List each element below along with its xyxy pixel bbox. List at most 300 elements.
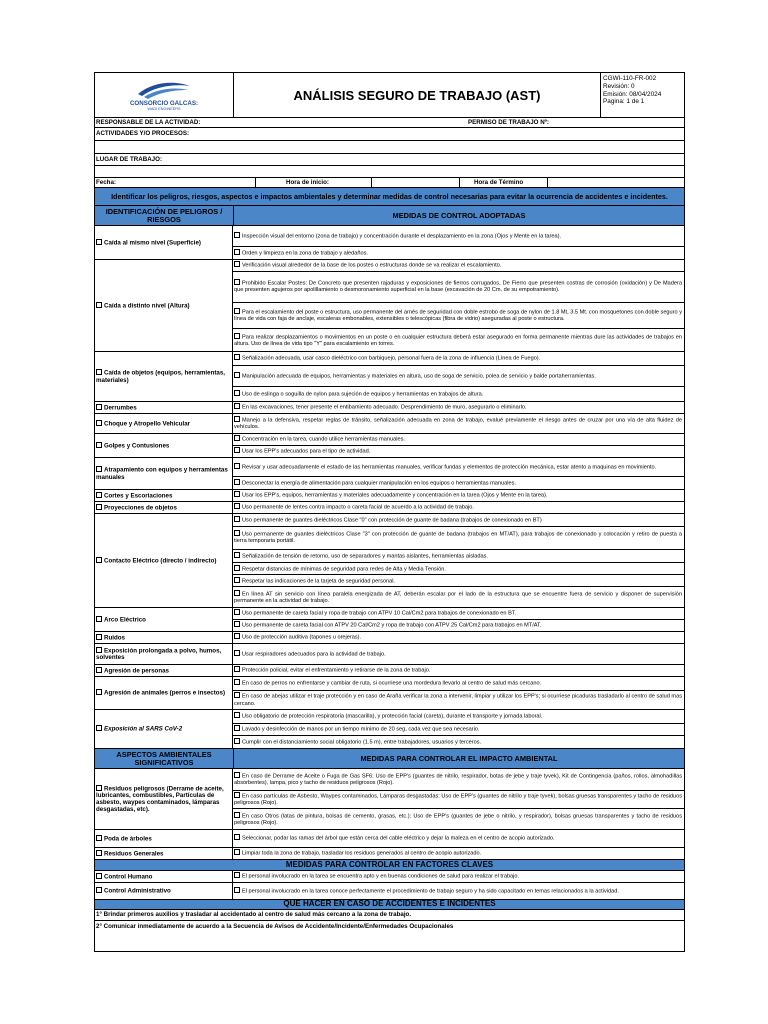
hazard-row (95, 260, 684, 352)
hazard-label-cell (95, 402, 233, 413)
instructions-banner: Identificar los peligros, riesgos, aspectos e impactos ambientales y determinar medidas de control necesarias para evitar la ocurrencia de accidentes e incidentes. (95, 188, 684, 206)
control-measure-wrap (234, 812, 682, 827)
control-measure (233, 632, 684, 643)
control-measure (233, 871, 684, 882)
emergency-step-text: 1° Brindar primeros auxilios y trasladar al accidentado al centro de salud más cercano a la zona de trabajo. (96, 911, 412, 919)
hazard-label-cell (95, 848, 233, 859)
control-measure-text: En línea AT sin servicio con línea paralela energizada de AT, deberán escalar por el lado de la estructura que se encuentre fuera de servicio y disponer de supervisión permanente en la actividad de trabajo. (234, 591, 682, 604)
hazard-label-cell (95, 883, 233, 899)
hazard-label: Arco Eléctrico (104, 616, 146, 624)
checkbox[interactable] (234, 354, 240, 360)
control-measure-text: Verificación visual alrededor de la base de los postes o estructuras donde se va realizar el escalamiento. (242, 262, 502, 269)
checkbox[interactable] (96, 667, 102, 673)
measures-cell (233, 458, 684, 489)
hazard-label: Control Administrativo (104, 887, 171, 895)
measures-cell (233, 608, 684, 631)
control-measure-text: Señalización adecuada, usar casco dieléctrico con barbiquejo, personal fuera de la zona de influencia (Línea de Fuego). (242, 355, 541, 362)
control-measure-text: Desconectar la energía de alimentación para cualquier manipulación en los equipos o herramientas manuales. (242, 480, 516, 487)
control-measure (233, 414, 684, 433)
hazard-label-cell (95, 608, 233, 631)
control-measure-wrap (234, 650, 386, 658)
impact-measures-column-header: MEDIDAS PARA CONTROLAR EL IMPACTO AMBIENTAL (233, 749, 684, 768)
measures-cell (233, 871, 684, 882)
control-measure-wrap (234, 390, 483, 398)
checkbox[interactable] (234, 403, 240, 409)
control-measure-wrap (234, 372, 596, 380)
control-measure (233, 226, 684, 247)
control-measure (233, 587, 684, 607)
checkbox[interactable] (234, 812, 240, 818)
checkbox[interactable] (234, 834, 240, 840)
control-measure (233, 677, 684, 691)
checkbox[interactable] (96, 404, 102, 410)
control-measure-text: En caso de perros no enfrentarse y cambiar de ruta, si ocurriese una mordedura llevarlo al centro de salud más cercano. (242, 680, 542, 687)
control-measure-text: Respetar las indicaciones de la tarjeta de seguridad personal. (242, 578, 395, 585)
hazard-row (95, 502, 684, 514)
control-measure (233, 644, 684, 664)
hora-inicio-value (371, 178, 459, 187)
checkbox[interactable] (234, 725, 240, 731)
control-measure-text: Uso permanente de guantes dieléctricos Clase "0" con protección de guante de badana (trabajos de conexionado en BT) (242, 517, 542, 524)
hazard-label: Ruidos (104, 634, 125, 642)
control-measure-text: Para realizar desplazamientos o movimientos en un poste o en cualquier estructura deberá estar asegurado en forma permanente mientras dure las actividades de trabajos en altura. Uso de línea de vida tipo "Y" para escalamiento en torres. (234, 334, 682, 347)
measures-cell (233, 226, 684, 259)
control-measure (233, 691, 684, 709)
control-measure-wrap (234, 416, 682, 431)
checkbox[interactable] (234, 621, 240, 627)
hazard-label: Proyecciones de objetos (104, 504, 177, 512)
control-measure (233, 848, 684, 859)
control-measure-wrap (234, 279, 682, 294)
hazard-label: Atrapamiento con equipos y herramientas manuales (96, 466, 228, 481)
form-header (95, 73, 684, 118)
checkbox[interactable] (96, 873, 102, 879)
document-control (600, 73, 684, 117)
hazard-label-cell (95, 458, 233, 489)
control-measure-text: Respetar distancias de mínimas de seguridad para redes de Alta y Media Tensión. (242, 566, 446, 573)
hazards-header (95, 206, 684, 226)
checkbox[interactable] (96, 785, 102, 791)
control-measure-text: Cumplir con el distanciamiento social obligatorio (1.5 m), entre trabajadores, usuarios y terceros. (242, 739, 482, 746)
control-measure-wrap (234, 516, 542, 524)
hazard-label: Golpes y Contusiones (104, 442, 170, 450)
control-measure-text: Limpiar toda la zona de trabajo, trasladar los residuos generados al centro de acopio autorizado. (242, 850, 482, 857)
hazard-label-cell (95, 710, 233, 748)
fecha-label: Fecha: (96, 178, 116, 186)
checkbox[interactable] (234, 416, 240, 422)
control-measure (233, 791, 684, 810)
hazard-label-wrap (96, 689, 225, 697)
form-title: ANÁLISIS SEGURO DE TRABAJO (AST) (233, 73, 600, 117)
checkbox[interactable] (96, 504, 102, 510)
hazard-label-wrap (96, 239, 201, 247)
checkbox[interactable] (234, 516, 240, 522)
checkbox[interactable] (234, 738, 240, 744)
measures-cell (233, 677, 684, 709)
hazard-label: Choque y Atropello Vehicular (104, 420, 191, 428)
control-measure-text: Uso permanente de guantes dieléctricos Clase "3" con protección de guante de badana (trabajos en MT/AT), para trabajos de conexionado y colocación y retiro de puesta a tierra temporaria portátil. (234, 531, 682, 545)
checkbox[interactable] (234, 308, 240, 314)
actividades-label: ACTIVIDADES Y/O PROCESOS: (96, 130, 190, 137)
hazard-label-wrap (96, 442, 169, 450)
hazard-label: Residuos Generales (104, 850, 164, 858)
control-measure-wrap (234, 621, 541, 629)
hazard-label-wrap (96, 785, 232, 814)
control-measure-wrap (234, 679, 541, 687)
control-measure-wrap (234, 609, 516, 617)
control-measure-text: Señalización de tensión de retorno, uso de separadores y mantas aislantes, herramientas aisladas. (242, 553, 488, 560)
hazard-label-wrap (96, 369, 232, 384)
hazard-label: Derrumbes (104, 404, 137, 412)
hazard-row (95, 226, 684, 260)
control-measure (233, 303, 684, 330)
checkbox[interactable] (234, 372, 240, 378)
control-measure-wrap (234, 491, 547, 499)
hazard-label-wrap (96, 504, 177, 512)
control-measure-text: Uso de protección auditiva (tapones u orejeras). (242, 634, 362, 641)
checkbox[interactable] (234, 772, 240, 778)
control-measure-text: Uso de eslinga o soguilla de nylon para sujeción de equipos y herramientas en trabajos de altura. (242, 391, 484, 398)
hazard-row (95, 608, 684, 632)
checkbox[interactable] (234, 249, 240, 255)
checkbox[interactable] (96, 302, 102, 308)
key-factors-header: MEDIDAS PARA CONTROLAR EN FACTORES CLAVES (95, 860, 684, 871)
logo-swoosh-icon (134, 80, 194, 100)
control-measure (233, 272, 684, 303)
control-measure (233, 724, 684, 737)
row-lugar-blank (95, 166, 684, 178)
hazard-label-cell (95, 502, 233, 513)
hazard-label-wrap (96, 835, 152, 843)
control-measure (233, 329, 684, 351)
hazard-label: Caída al mismo nivel (Superficie) (104, 239, 201, 247)
control-measure-wrap (234, 530, 682, 545)
checkbox[interactable] (96, 725, 102, 731)
hazard-row (95, 414, 684, 434)
control-measure-text: Seleccionar, podar las ramas del árbol que están cerca del cable eléctrico y dejar la maleza en el centro de acopio autorizado. (242, 835, 555, 842)
controls-column-header: MEDIDAS DE CONTROL ADOPTADAS (233, 206, 684, 225)
checkbox[interactable] (96, 647, 102, 653)
checkbox[interactable] (96, 689, 102, 695)
control-measure-text: El personal involucrado en la tarea conoce perfectamente el procedimiento de trabajo seguro y ha sido capacitado en temas relacionados a la actividad. (242, 888, 619, 895)
hazard-label: Agresión de personas (104, 667, 169, 675)
lugar-label: LUGAR DE TRABAJO: (96, 155, 162, 163)
emergency-step-text: 2° Comunicar inmediatamente de acuerdo a la Secuencia de Avisos de Accidente/Incidente/Enfermedades Ocupacionales (96, 922, 454, 930)
checkbox[interactable] (234, 435, 240, 441)
measures-cell (233, 830, 684, 847)
aspects-table (95, 769, 684, 860)
checkbox[interactable] (96, 442, 102, 448)
control-measure-text: En caso de abejas utilizar el traje protección y en caso de Araña verificar la zona a intervenir, limpiar y utilizar los EPP's; si ocurriese picaduras trasladarlo al centro de salud mas cercano. (234, 693, 682, 707)
control-measure (233, 477, 684, 489)
control-measure-text: Para el escalamiento del poste o estructura, uso permanente del arnés de seguridad con doble estrobo de soga de nylon de 1.8 Mt, 3.5 Mt. con mosquetones con doble seguro y línea de vida con faja de anclaje, escaleras embonables, extensibles o telescópicas (fibra de vidrio) aseguradas al poste o estructura. (234, 309, 682, 323)
checkbox[interactable] (96, 835, 102, 841)
responsable-label: RESPONSABLE DE LA ACTIVIDAD: (96, 118, 201, 126)
control-measure (233, 620, 684, 631)
checkbox[interactable] (234, 650, 240, 656)
row-fecha (95, 178, 684, 188)
control-measure-wrap (234, 447, 370, 455)
checkbox[interactable] (234, 552, 240, 558)
hazard-label: Caída a distinto nivel (Altura) (104, 302, 190, 310)
control-measure-text: Uso permanente de careta facial y ropa de trabajo con ATPV 10 Cal/Cm2 para trabajos de conexionado en BT. (242, 610, 517, 617)
aspect-row (95, 769, 684, 830)
control-measure-text: Lavado y desinfección de manos por un tiempo mínimo de 20 seg, cada vez que sea necesario. (242, 726, 480, 733)
emergency-step-1 (95, 910, 684, 921)
control-measure-wrap (234, 834, 555, 842)
control-measure-wrap (234, 792, 682, 807)
checkbox[interactable] (96, 634, 102, 640)
checkbox[interactable] (96, 420, 102, 426)
control-measure-text: En las excavaciones, tener presente el entibamiento adecuado. Desprendimiento de muro, asegurarlo o eliminarlo. (242, 404, 527, 411)
hazard-label: Residuos peligrosos (Derrame de aceite, lubricantes, combustibles, Partículas de asbesto, waypes contaminados, lámparas desgastadas, etc). (96, 785, 224, 814)
checkbox[interactable] (234, 679, 240, 685)
control-measure-wrap (234, 887, 619, 895)
document-revision: Revisión: 0 (603, 82, 635, 90)
hazard-label: Control Humano (104, 873, 153, 881)
checkbox[interactable] (234, 232, 240, 238)
control-measure-wrap (234, 333, 682, 348)
checkbox[interactable] (234, 447, 240, 453)
checkbox[interactable] (234, 692, 240, 698)
hazard-label-cell (95, 677, 233, 709)
control-measure-text: El personal involucrado en la tarea se encuentra apto y en buenas condiciones de salud para realizar el trabajo. (242, 873, 520, 880)
control-measure (233, 809, 684, 829)
hazard-label: Exposición al SARS CoV-2 (104, 725, 183, 733)
document-emission: Emisión: 08/04/2024 (603, 90, 662, 98)
checkbox[interactable] (234, 565, 240, 571)
checkbox[interactable] (234, 390, 240, 396)
hazard-label-cell (95, 260, 233, 351)
control-measure-text: Orden y limpieza en la zona de trabajo y aledaños. (242, 250, 368, 257)
checkbox[interactable] (234, 577, 240, 583)
measures-cell (233, 769, 684, 829)
control-measure-text: Concentración en la tarea, cuando utilice herramientas manuales. (242, 436, 405, 443)
checkbox[interactable] (234, 609, 240, 615)
measures-cell (233, 710, 684, 748)
control-measure-wrap (234, 590, 682, 605)
control-measure-wrap (234, 666, 430, 674)
control-measure-wrap (234, 772, 682, 787)
hazard-label-cell (95, 352, 233, 401)
control-measure (233, 402, 684, 413)
hazard-label-wrap (96, 404, 137, 412)
checkbox[interactable] (96, 616, 102, 622)
checkbox[interactable] (234, 872, 240, 878)
control-measure-wrap (234, 872, 519, 880)
checkbox[interactable] (234, 491, 240, 497)
hazard-row (95, 710, 684, 749)
row-responsable (95, 118, 684, 128)
hazards-table (95, 226, 684, 749)
hazard-row (95, 644, 684, 665)
control-measure-wrap (234, 403, 527, 411)
hora-termino-label: Hora de Término (459, 178, 547, 187)
checkbox[interactable] (96, 492, 102, 498)
checkbox[interactable] (234, 792, 240, 798)
checkbox[interactable] (234, 279, 240, 285)
key-factor-row (95, 871, 684, 883)
hazard-label: Agresión de animales (perros e insectos) (104, 689, 226, 697)
hazard-row (95, 632, 684, 644)
control-measure (233, 550, 684, 564)
checkbox[interactable] (96, 369, 102, 375)
control-measure-wrap (234, 692, 682, 707)
hazard-row (95, 352, 684, 402)
control-measure-wrap (234, 738, 481, 746)
control-measure-wrap (234, 552, 488, 560)
aspects-column-header: ASPECTOS AMBIENTALES SIGNIFICATIVOS (95, 749, 233, 768)
hazard-label-cell (95, 632, 233, 643)
checkbox[interactable] (234, 463, 240, 469)
control-measure-wrap (234, 479, 516, 487)
hazards-column-header: IDENTIFICACIÓN DE PELIGROS / RIESGOS (95, 206, 233, 225)
checkbox[interactable] (234, 479, 240, 485)
control-measure-wrap (234, 308, 682, 323)
hazard-label: Exposición prolongada a polvo, humos, solventes (96, 647, 222, 662)
control-measure-text: Manipulación adecuada de equipos, herramientas y materiales en altura, uso de soga de servicio, polea de servicio y balde portaherramientas. (242, 373, 596, 380)
control-measure-wrap (234, 849, 481, 857)
checkbox[interactable] (234, 633, 240, 639)
control-measure (233, 458, 684, 477)
control-measure (233, 736, 684, 748)
control-measure (233, 769, 684, 791)
measures-cell (233, 848, 684, 859)
control-measure (233, 502, 684, 513)
measures-cell (233, 632, 684, 643)
control-measure (233, 434, 684, 446)
control-measure-wrap (234, 633, 361, 641)
row-actividades-blank (95, 141, 684, 154)
hazard-label-wrap (96, 725, 182, 733)
measures-cell (233, 260, 684, 351)
control-measure-text: Usar los EPP's, equipos, herramientas y materiales adecuadamente y concentración en la tarea (Ojos y Mente en la tarea). (242, 492, 548, 499)
control-measure-text: Prohibido Escalar Postes: De Concreto que presenten rajaduras y exposiciones de fierros corrugados, De Fierro que presenten costras de corrosión (oxidación) y De Madera que presenten agujeros por apolillamiento o desmoronamiento superficial en la base (excavación de 20 Cm. de su empotramiento). (234, 280, 682, 294)
control-measure-wrap (234, 565, 446, 573)
checkbox[interactable] (234, 530, 240, 536)
checkbox[interactable] (234, 333, 240, 339)
hazard-label-wrap (96, 492, 172, 500)
checkbox[interactable] (96, 850, 102, 856)
checkbox[interactable] (96, 887, 102, 893)
hazard-row (95, 458, 684, 490)
hazard-row (95, 514, 684, 608)
control-measure-text: Uso permanente de lentes contra impacto o careta facial de acuerdo a la actividad de trabajo. (242, 504, 474, 511)
hazard-label: Caída de objetos (equipos, herramientas, materiales) (96, 369, 226, 384)
control-measure (233, 352, 684, 366)
checkbox[interactable] (234, 887, 240, 893)
checkbox[interactable] (96, 557, 102, 563)
control-measure-wrap (234, 261, 501, 269)
control-measure (233, 710, 684, 724)
control-measure-wrap (234, 354, 540, 362)
control-measure (233, 575, 684, 587)
control-measure-text: Inspección visual del entorno (zona de trabajo) y concentración durante el desplazamiento en la zona (Ojos y Mente en la tarea). (242, 233, 562, 240)
document-page: Pagina: 1 de 1 (603, 98, 645, 106)
measures-cell (233, 352, 684, 401)
row-actividades (95, 128, 684, 141)
hazard-label-wrap (96, 634, 125, 642)
hazard-row (95, 677, 684, 710)
control-measure (233, 883, 684, 899)
control-measure-wrap (234, 435, 405, 443)
checkbox[interactable] (234, 590, 240, 596)
checkbox[interactable] (96, 466, 102, 472)
hazard-label-cell (95, 769, 233, 829)
control-measure (233, 527, 684, 550)
aspect-row (95, 848, 684, 860)
hazard-label-wrap (96, 420, 190, 428)
control-measure-text: Manejo a la defensiva, respetar reglas de tránsito, señalización adecuada en zona de trabajo, evalué previamente el riesgo antes de cruzar por una vía de alta fluidez de vehículos. (234, 417, 682, 431)
hazard-label: Cortes y Escoriaciones (104, 492, 173, 500)
control-measure (233, 387, 684, 401)
hora-inicio-label: Hora de inicio: (255, 178, 371, 187)
hazard-label-cell (95, 434, 233, 457)
checkbox[interactable] (96, 239, 102, 245)
control-measure (233, 366, 684, 388)
checkbox[interactable] (234, 666, 240, 672)
checkbox[interactable] (234, 503, 240, 509)
hazard-label-cell (95, 830, 233, 847)
hazard-label-cell (95, 514, 233, 607)
control-measure (233, 260, 684, 272)
hazard-label-cell (95, 226, 233, 259)
hazard-row (95, 490, 684, 502)
measures-cell (233, 402, 684, 413)
measures-cell (233, 490, 684, 501)
checkbox[interactable] (234, 849, 240, 855)
control-measure-wrap (234, 725, 480, 733)
control-measure-text: Revisar y usar adecuadamente el estado de las herramientas manuales, verificar fundas y elementos de protección mecánica, estar atento a maquinas en movimiento. (242, 464, 657, 471)
control-measure (233, 608, 684, 620)
hazard-label-wrap (96, 302, 190, 310)
hazard-label-cell (95, 414, 233, 433)
checkbox[interactable] (234, 712, 240, 718)
control-measure (233, 490, 684, 501)
control-measure (233, 665, 684, 676)
checkbox[interactable] (234, 261, 240, 267)
hazard-row (95, 434, 684, 458)
control-measure (233, 563, 684, 575)
hazard-label-wrap (96, 873, 152, 881)
measures-cell (233, 665, 684, 676)
control-measure-text: En caso de Derrame de Aceite o Fuga de Gas SF6: Uso de EPP's (guantes de nitrilo, respirador, botas de jebe y traje tyvek), Kit de Contingencia (paños, rollos, almohadillas absorbentes), lampa, pico y tacho de residuos peligrosos (Rojo). (234, 773, 682, 787)
key-factor-row (95, 883, 684, 900)
hazard-label-wrap (96, 557, 216, 565)
measures-cell (233, 514, 684, 607)
key-factors-table (95, 871, 684, 900)
control-measure-text: Uso permanente de careta facial con ATPV 20 Cal/Cm2 y ropa de trabajo con ATPV 25 Cal/Cm2 para trabajos en MT/AT. (242, 622, 542, 629)
hazard-label-wrap (96, 466, 232, 481)
aspect-row (95, 830, 684, 848)
hazard-label: Poda de árboles (104, 835, 152, 843)
hazard-label-cell (95, 490, 233, 501)
control-measure-wrap (234, 232, 561, 240)
control-measure-text: Usar respiradores adecuados para la actividad de trabajo. (242, 651, 386, 658)
document-code: CGWI-110-FR-002 (603, 75, 657, 82)
hazard-label-wrap (96, 616, 146, 624)
control-measure-wrap (234, 463, 656, 471)
control-measure-wrap (234, 503, 474, 511)
logo-subtitle: WADI ENGINEERS (147, 106, 181, 111)
logo-text: CONSORCIO GALCAS: (129, 99, 199, 107)
hazard-label-cell (95, 871, 233, 882)
control-measure-wrap (234, 577, 395, 585)
control-measure (233, 830, 684, 847)
row-lugar (95, 154, 684, 166)
permiso-label: PERMISO DE TRABAJO Nº: (468, 118, 549, 126)
control-measure (233, 514, 684, 527)
